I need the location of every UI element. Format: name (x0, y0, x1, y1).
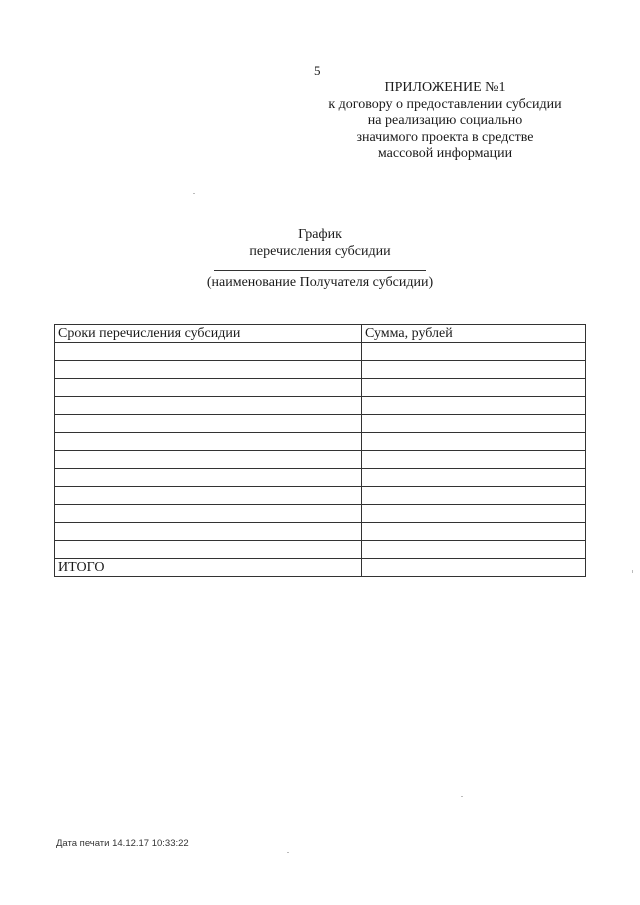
payment-date-cell (55, 361, 362, 379)
table-row (55, 451, 586, 469)
payment-date-cell (55, 343, 362, 361)
amount-cell (362, 487, 586, 505)
table-row (55, 379, 586, 397)
payment-date-cell (55, 505, 362, 523)
payment-date-cell (55, 379, 362, 397)
appendix-header (300, 80, 590, 163)
header-payment-dates: Сроки перечисления субсидии (55, 325, 362, 343)
table-row (55, 523, 586, 541)
scan-speck (287, 852, 289, 853)
amount-cell (362, 469, 586, 487)
print-date: Дата печати 14.12.17 10:33:22 (56, 838, 189, 849)
payment-date-cell (55, 451, 362, 469)
amount-cell (362, 541, 586, 559)
appendix-line: значимого проекта в средстве (356, 129, 534, 145)
table-row (55, 505, 586, 523)
recipient-caption: (наименование Получателя субсидии) (206, 275, 434, 290)
schedule-subtitle: перечисления субсидии (249, 244, 391, 259)
amount-cell (362, 505, 586, 523)
table-row (55, 415, 586, 433)
amount-cell (362, 415, 586, 433)
payment-date-cell (55, 523, 362, 541)
payment-date-cell (55, 397, 362, 415)
payment-schedule-table (54, 324, 586, 577)
amount-cell (362, 433, 586, 451)
recipient-name-line (214, 270, 426, 271)
appendix-title: ПРИЛОЖЕНИЕ №1 (384, 80, 506, 95)
amount-cell (362, 451, 586, 469)
payment-date-cell (55, 433, 362, 451)
amount-cell (362, 379, 586, 397)
table-row (55, 487, 586, 505)
payment-date-cell (55, 487, 362, 505)
table-total-row (55, 559, 586, 577)
page-number: 5 (314, 63, 321, 78)
table-row (55, 469, 586, 487)
scan-speck (193, 193, 195, 194)
amount-cell (362, 361, 586, 379)
amount-cell (362, 397, 586, 415)
appendix-line: на реализацию социально (367, 113, 523, 128)
payment-date-cell (55, 541, 362, 559)
schedule-title: График (298, 227, 342, 242)
amount-cell (362, 523, 586, 541)
header-amount: Сумма, рублей (362, 325, 586, 343)
amount-cell (362, 343, 586, 361)
table-row (55, 433, 586, 451)
total-label: ИТОГО (55, 559, 362, 577)
payment-date-cell (55, 469, 362, 487)
scan-speck (632, 570, 633, 573)
table-header-row (55, 325, 586, 343)
schedule-heading (120, 226, 520, 260)
appendix-line: массовой информации (377, 146, 513, 161)
table-row (55, 397, 586, 415)
table-row (55, 361, 586, 379)
scan-speck (461, 796, 463, 797)
payment-date-cell (55, 415, 362, 433)
total-amount-cell (362, 559, 586, 577)
table-body (55, 343, 586, 577)
appendix-line: к договору о предоставлении субсидии (328, 96, 562, 112)
table-row (55, 541, 586, 559)
table-row (55, 343, 586, 361)
